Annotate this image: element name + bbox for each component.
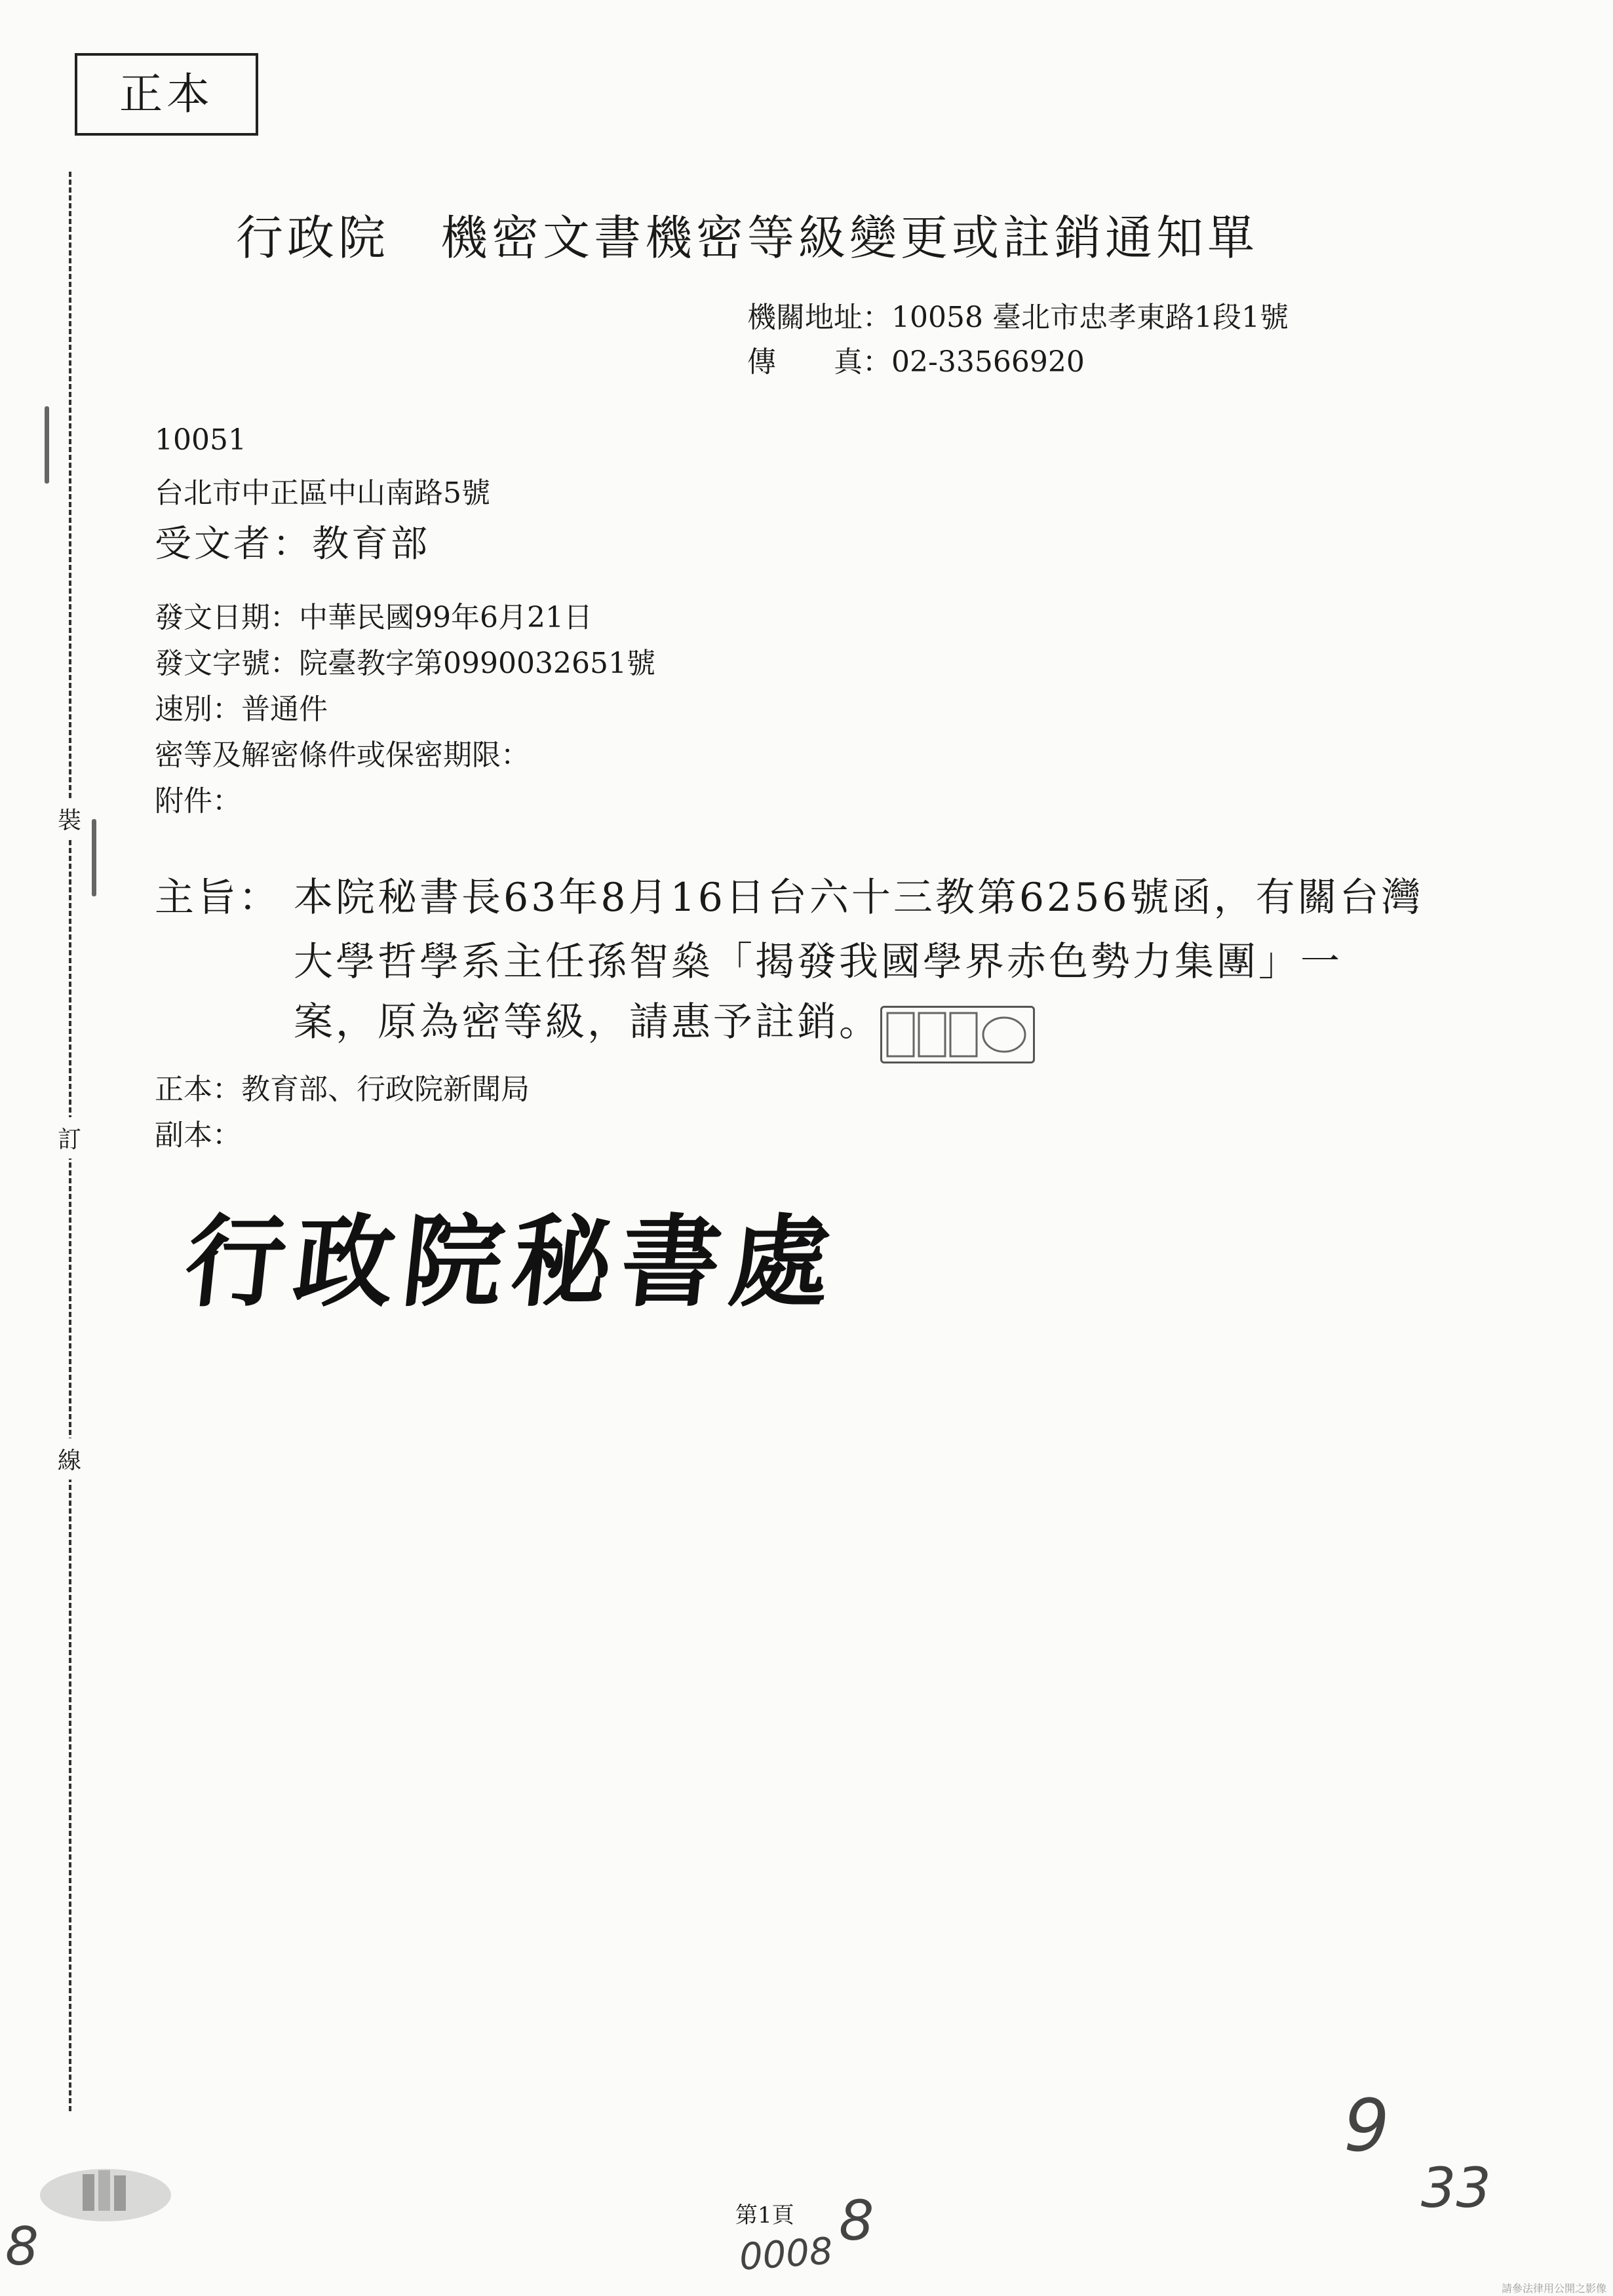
binding-mark-zhuang: 裝 <box>54 798 85 839</box>
issue-number-label: 發文字號： <box>155 647 299 680</box>
recipient-address: 台北市中正區中山南路5號 <box>155 476 490 510</box>
speed-row <box>155 685 328 727</box>
copy-recipients-label: 副本： <box>155 1119 241 1152</box>
recipient-label: 受文者： <box>155 523 312 565</box>
original-copy-box: 正本 <box>75 53 258 136</box>
original-recipients-label: 正本： <box>155 1073 241 1106</box>
issue-number-value: 院臺教字第0990032651號 <box>299 647 655 680</box>
official-stamp-impression <box>880 1006 1035 1063</box>
issue-date-label: 發文日期： <box>155 601 299 634</box>
sender-fax-value: 02-33566920 <box>891 345 1085 379</box>
handwritten-nine: 9 <box>1344 2084 1390 2168</box>
binding-mark-xian: 線 <box>54 1438 85 1480</box>
issuer-seal-signature: 行政院秘書處 <box>180 1203 845 1320</box>
issue-number-row <box>155 640 655 681</box>
subject-line-3: 案，原為密等級，請惠予註銷。 <box>294 999 881 1045</box>
handwritten-thirty-three: 33 <box>1421 2156 1491 2220</box>
sender-fax-row <box>747 338 1085 380</box>
original-recipients-value: 教育部、行政院新聞局 <box>241 1073 530 1106</box>
secret-level-label: 密等及解密條件或保密期限： <box>155 738 530 772</box>
sender-address-value: 10058 臺北市忠孝東路1段1號 <box>891 301 1289 334</box>
archive-logo <box>37 2161 174 2224</box>
handwritten-left-margin: 8 <box>5 2216 39 2277</box>
document-title: 行政院 機密文書機密等級變更或註銷通知單 <box>236 210 1259 265</box>
sender-address-label: 機關地址： <box>747 301 891 334</box>
speed-label: 速別： <box>155 693 241 726</box>
scan-mark <box>45 406 49 484</box>
speed-value: 普通件 <box>241 693 328 726</box>
original-recipients-row <box>155 1065 530 1107</box>
attachment-label: 附件： <box>155 784 241 818</box>
subject-line-2: 大學哲學系主任孫智燊「揭發我國學界赤色勢力集團」一 <box>294 939 1342 985</box>
sender-address-row <box>747 294 1289 335</box>
subject-line-1: 本院秘書長63年8月16日台六十三教第6256號函，有關台灣 <box>294 875 1424 921</box>
handwritten-file-number: 0008 <box>737 2230 834 2279</box>
issue-date-row <box>155 594 593 636</box>
recipient-name: 教育部 <box>312 523 430 565</box>
scan-mark <box>92 819 96 896</box>
corner-watermark-note: 請參法律用公開之影像 <box>1501 2282 1606 2295</box>
recipient-postcode: 10051 <box>155 423 246 457</box>
recipient-row <box>155 515 430 567</box>
subject-label: 主旨： <box>155 875 281 921</box>
handwritten-page-note: 8 <box>839 2189 874 2253</box>
binding-mark-ding: 訂 <box>54 1117 85 1158</box>
page-number: 第1頁 <box>735 2202 794 2229</box>
issue-date-value: 中華民國99年6月21日 <box>299 601 593 634</box>
sender-fax-label: 傳 真： <box>747 345 891 379</box>
